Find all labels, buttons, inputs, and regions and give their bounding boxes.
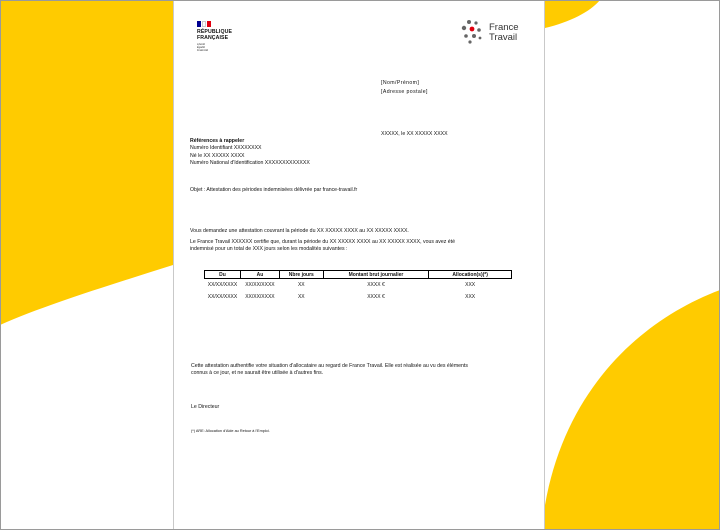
place-date: XXXXX, le XX XXXXX XXXX	[381, 131, 448, 137]
table-cell: XXX	[465, 294, 476, 300]
references-birth: Né le XX XXXXX XXXX	[190, 152, 245, 159]
table-cell: XXXX €	[367, 294, 385, 300]
references-block	[190, 138, 310, 168]
table-header-row	[205, 271, 512, 279]
rf-name-line1: RÉPUBLIQUE	[197, 29, 233, 35]
body-paragraph-1: Vous demandez une attestation couvrant la période du XX XXXXX XXXX au XX XXXXX XXXX.	[190, 228, 409, 234]
closing-line1: Cette attestation authentifie votre situation d'allocataire au regard de France Travail. Elle est réalisée au vu des éléments	[191, 363, 468, 369]
references-id: Numéro Identifiant XXXXXXXX	[190, 145, 262, 152]
table-header-montant: Montant brut journalier	[323, 271, 429, 279]
table-cell: XX	[297, 282, 305, 288]
references-heading: Références à rappeler	[190, 138, 245, 144]
recipient-name: [Nom/Prénom]	[381, 80, 420, 86]
references-nir: Numéro National d'Identification XXXXXXXXXXXXX	[190, 160, 310, 167]
republique-francaise-logo	[197, 21, 232, 52]
table-header-allocation: Allocation(s)(*)	[429, 271, 512, 279]
table-row	[205, 291, 512, 303]
brand-line1: France	[489, 22, 519, 33]
body-paragraph-2-line2: indemnisé pour un total de XXX jours selon les modalités suivantes :	[190, 246, 348, 253]
closing-paragraph	[191, 363, 468, 378]
rf-motto-line3: Fraternité	[197, 49, 209, 53]
recipient-address: [Adresse postale]	[381, 89, 428, 95]
table-cell: XX/XX/XXXX	[245, 282, 275, 288]
table-cell: XX/XX/XXXX	[207, 294, 238, 300]
table-cell: XXXX €	[367, 282, 385, 288]
body-paragraph-2	[190, 239, 455, 254]
letter-page	[173, 1, 545, 529]
brand-line2: Travail	[489, 32, 518, 43]
table-cell: XX/XX/XXXX	[207, 282, 238, 288]
table-header-du: Du	[205, 271, 241, 279]
france-travail-logo	[460, 19, 519, 47]
signature: Le Directeur	[191, 404, 220, 410]
table-header-au: Au	[240, 271, 279, 279]
footnote: (*) ARE: Allocation d'Aide au Retour à l'Emploi.	[191, 429, 270, 433]
rf-motto-line1: Liberté	[197, 43, 205, 47]
table-row	[205, 279, 512, 292]
table-header-nbre-jours: Nbre jours	[279, 271, 323, 279]
rf-motto	[197, 43, 232, 52]
table-cell: XX	[297, 294, 305, 300]
body-paragraph-2-line1: Le France Travail XXXXXX certifie que, durant la période du XX XXXXX XXXX au XX XXXXX XXXX, vous avez été	[190, 239, 455, 245]
rf-name-line2: FRANÇAISE	[197, 34, 229, 41]
closing-line2: connus à ce jour, et ne saurait être utilisée à d'autres fins.	[191, 370, 324, 377]
france-travail-dots-icon	[460, 19, 484, 47]
tricolor-icon	[197, 21, 232, 27]
table-cell: XX/XX/XXXX	[245, 294, 275, 300]
rf-motto-line2: Égalité	[197, 46, 205, 50]
allocation-table	[204, 270, 512, 303]
recipient-block	[381, 79, 428, 97]
table-cell: XXX	[465, 282, 476, 288]
subject-line: Objet : Attestation des périodes indemnisées délivrée par france-travail.fr	[190, 187, 358, 193]
